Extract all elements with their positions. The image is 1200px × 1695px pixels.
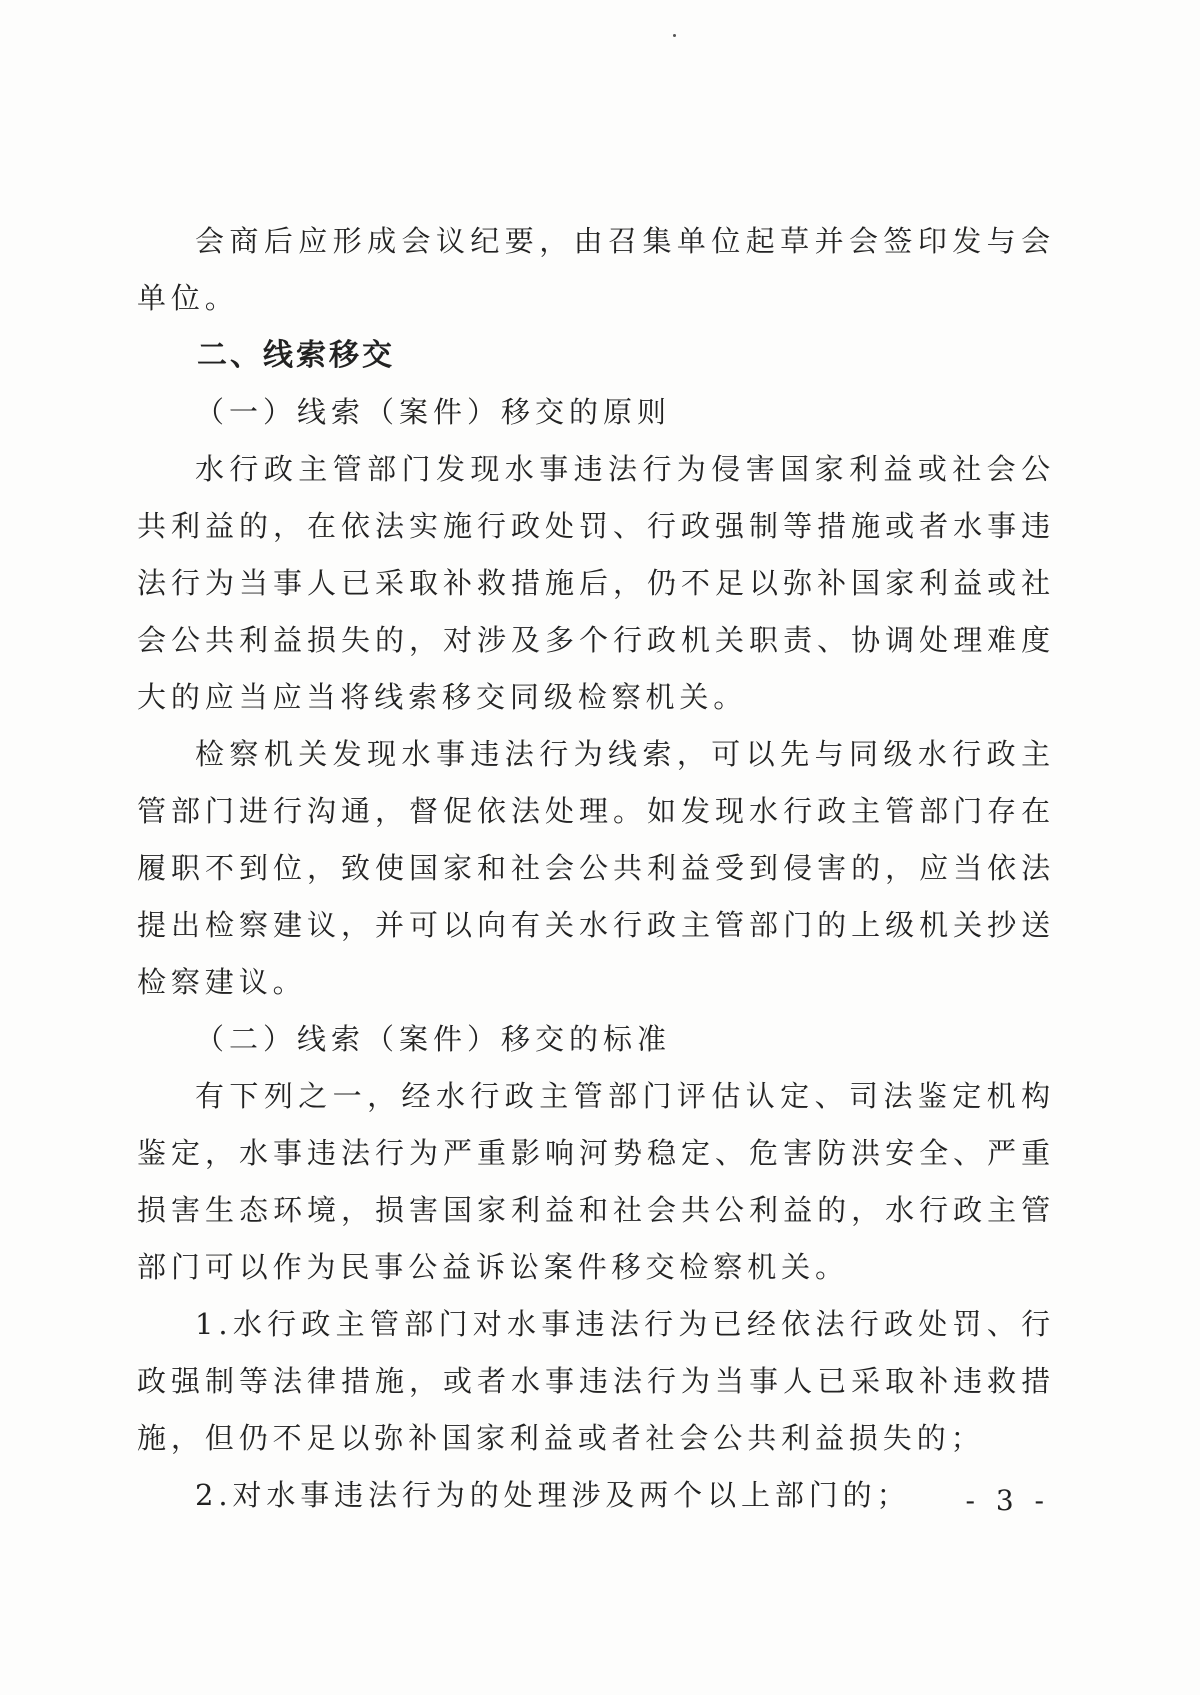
section-heading: 二、线索移交	[197, 338, 395, 373]
list-item-2: 2.对水事违法行为的处理涉及两个以上部门的；	[195, 1478, 911, 1512]
paragraph-procuratorate: 检察机关发现水事违法行为线索，可以先与同级水行政主管部门进行沟通，督促依法处理。如发现水行政主管部门存在履职不到位，致使国家和社会公共利益受到侵害的，应当依法提出检察建议，并可以向有关水行政主管部门的上级机关抄送检察建议。	[137, 737, 1055, 999]
paragraph-transfer-principle: 水行政主管部门发现水事违法行为侵害国家利益或社会公共利益的，在依法实施行政处罚、行政强制等措施或者水事违法行为当事人已采取补救措施后，仍不足以弥补国家利益或社会公共利益损失的，对涉及多个行政机关职责、协调处理难度大的应当应当将线索移交同级检察机关。	[137, 452, 1055, 714]
scan-speck	[673, 34, 676, 37]
subsection-heading-2: （二）线索（案件）移交的标准	[195, 1022, 672, 1056]
document-body	[137, 213, 1055, 1524]
list-item-1: 1.水行政主管部门对水事违法行为已经依法行政处罚、行政强制等法律措施，或者水事违法行为当事人已采取补违救措施，但仍不足以弥补国家利益或者社会公共利益损失的；	[137, 1307, 1055, 1455]
subsection-heading-1: （一）线索（案件）移交的原则	[195, 395, 672, 429]
continued-paragraph: 会商后应形成会议纪要，由召集单位起草并会签印发与会单位。	[137, 224, 1055, 315]
page-number: - 3 -	[965, 1484, 1050, 1517]
paragraph-transfer-standard: 有下列之一，经水行政主管部门评估认定、司法鉴定机构鉴定，水事违法行为严重影响河势稳定、危害防洪安全、严重损害生态环境，损害国家利益和社会共公利益的，水行政主管部门可以作为民事公益诉讼案件移交检察机关。	[137, 1079, 1055, 1284]
